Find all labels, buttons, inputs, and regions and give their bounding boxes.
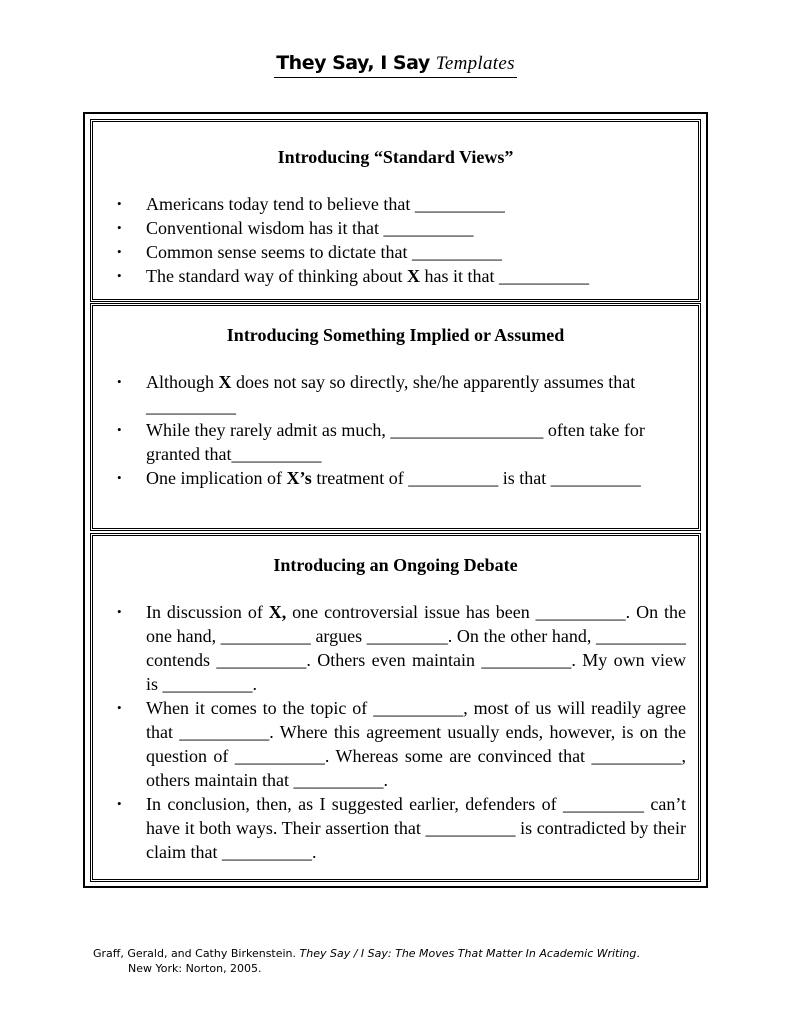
citation-authors: Graff, Gerald, and Cathy Birkenstein. <box>93 947 300 960</box>
document-title <box>0 52 791 78</box>
template-item <box>117 370 686 418</box>
template-text: Americans today tend to believe that __________ <box>146 194 505 214</box>
bullet-icon: • <box>117 220 122 235</box>
template-item <box>117 792 686 864</box>
template-item <box>117 192 686 216</box>
bullet-icon: • <box>117 374 122 389</box>
template-text: one controversial issue has been __________. On the one hand, __________ argues _________. On the other hand, __________ contends __________. Others even maintain __________. My own view is __________. <box>146 602 686 694</box>
title-underline <box>274 52 517 78</box>
template-text-bold: X <box>218 372 232 392</box>
citation-footer <box>93 946 640 976</box>
templates-frame <box>83 112 708 888</box>
template-text: Although <box>146 372 219 392</box>
section-heading: Introducing “Standard Views” <box>277 147 514 167</box>
bullet-icon: • <box>117 422 122 437</box>
template-text-bold: X, <box>268 602 287 622</box>
template-list <box>117 600 686 864</box>
template-item <box>117 418 686 466</box>
template-text: One implication of <box>146 468 287 488</box>
template-text-bold: X’s <box>286 468 312 488</box>
template-text: When it comes to the topic of __________, most of us will readily agree that __________. Where this agreement usually ends, however, is on the question of __________. Whereas some are convinced that __________, others maintain that __________. <box>146 698 686 790</box>
template-list <box>117 370 686 490</box>
template-text: The standard way of thinking about <box>146 266 407 286</box>
section-ongoing-debate <box>90 533 701 882</box>
template-text: While they rarely admit as much, _________________ often take for granted that__________ <box>146 420 645 464</box>
template-text-bold: X <box>406 266 420 286</box>
template-text: does not say so directly, she/he apparently assumes that __________ <box>146 372 636 416</box>
template-text: treatment of __________ is that __________ <box>311 468 641 488</box>
template-item <box>117 466 686 490</box>
template-item <box>117 600 686 696</box>
section-implied-assumed <box>90 303 701 531</box>
bullet-icon: • <box>117 244 122 259</box>
bullet-icon: • <box>117 604 122 619</box>
bullet-icon: • <box>117 196 122 211</box>
template-text: In discussion of <box>146 602 269 622</box>
citation-period: . <box>636 947 640 960</box>
bullet-icon: • <box>117 268 122 283</box>
citation-line-1 <box>93 946 640 961</box>
citation-line-2: New York: Norton, 2005. <box>128 962 262 975</box>
template-text: Conventional wisdom has it that __________ <box>146 218 474 238</box>
template-list <box>117 192 686 288</box>
template-item <box>117 240 686 264</box>
bullet-icon: • <box>117 796 122 811</box>
template-item <box>117 696 686 792</box>
template-item <box>117 216 686 240</box>
template-text: Common sense seems to dictate that __________ <box>146 242 502 262</box>
template-item <box>117 264 686 288</box>
bullet-icon: • <box>117 470 122 485</box>
bullet-icon: • <box>117 700 122 715</box>
section-heading: Introducing an Ongoing Debate <box>273 555 518 575</box>
template-text: has it that __________ <box>419 266 589 286</box>
template-text: In conclusion, then, as I suggested earlier, defenders of _________ can’t have it both ways. Their assertion that __________ is contradicted by their claim that __________. <box>146 794 686 862</box>
title-sub: Templates <box>435 53 515 74</box>
citation-book-title: They Say / I Say: The Moves That Matter In Academic Writing <box>299 947 637 960</box>
title-main: They Say, I Say <box>276 52 430 74</box>
section-standard-views <box>90 119 701 302</box>
section-heading: Introducing Something Implied or Assumed <box>226 325 565 345</box>
